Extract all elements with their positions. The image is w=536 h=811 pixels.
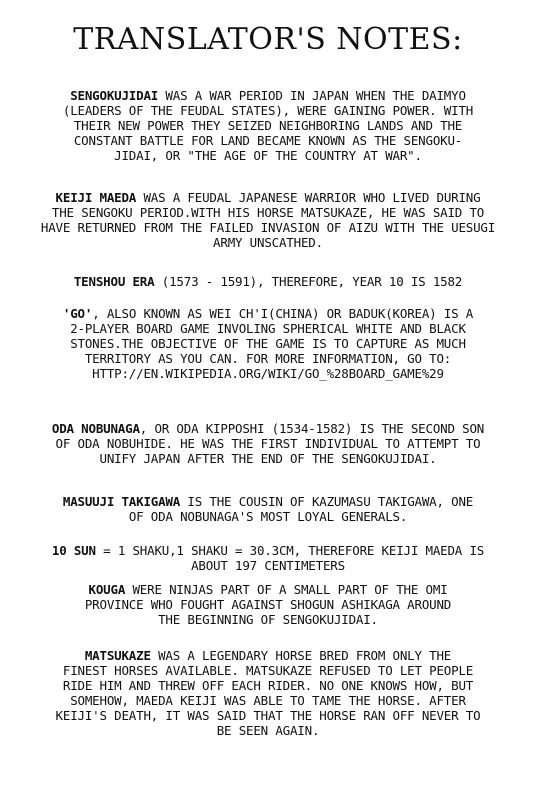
note-go bbox=[20, 306, 516, 381]
note-line: PROVINCE WHO FOUGHT AGAINST SHOGUN ASHIKAGA AROUND bbox=[84, 597, 452, 612]
note-term: MASUUJI TAKIGAWA bbox=[62, 494, 181, 509]
note-line: STONES.THE OBJECTIVE OF THE GAME IS TO CAPTURE AS MUCH bbox=[70, 336, 466, 351]
note-line: OF ODA NOBUNAGA'S MOST LOYAL GENERALS. bbox=[128, 509, 408, 524]
note-line: 2-PLAYER BOARD GAME INVOLING SPHERICAL WHITE AND BLACK bbox=[70, 321, 466, 336]
note-line: TERRITORY AS YOU CAN. FOR MORE INFORMATION, GO TO: bbox=[84, 351, 452, 366]
note-line: THE BEGINNING OF SENGOKUJIDAI. bbox=[158, 612, 378, 627]
note-line: RIDE HIM AND THREW OFF EACH RIDER. NO ONE KNOWS HOW, BUT bbox=[62, 678, 474, 693]
page-title: TRANSLATOR'S NOTES: bbox=[73, 22, 463, 57]
note-line: ODA NOBUNAGA, OR ODA KIPPOSHI (1534-1582) IS THE SECOND SON bbox=[51, 421, 485, 436]
note-line: FINEST HORSES AVAILABLE. MATSUKAZE REFUSED TO LET PEOPLE bbox=[62, 663, 474, 678]
note-line: KEIJI MAEDA WAS A FEUDAL JAPANESE WARRIOR WHO LIVED DURING bbox=[55, 190, 481, 205]
note-line: TENSHOU ERA (1573 - 1591), THEREFORE, YEAR 10 IS 1582 bbox=[73, 274, 463, 289]
note-term: KEIJI MAEDA bbox=[55, 190, 137, 205]
note-line: MASUUJI TAKIGAWA IS THE COUSIN OF KAZUMASU TAKIGAWA, ONE bbox=[62, 494, 474, 509]
note-term: KOUGA bbox=[88, 582, 126, 597]
note-line: MATSUKAZE WAS A LEGENDARY HORSE BRED FROM ONLY THE bbox=[84, 648, 452, 663]
note-line: ABOUT 197 CENTIMETERS bbox=[191, 558, 345, 573]
note-term: ODA NOBUNAGA bbox=[51, 421, 140, 436]
note-oda-nobunaga bbox=[20, 421, 516, 466]
note-line: (LEADERS OF THE FEUDAL STATES), WERE GAINING POWER. WITH bbox=[62, 103, 474, 118]
note-line: THEIR NEW POWER THEY SEIZED NEIGHBORING LANDS AND THE bbox=[73, 118, 463, 133]
note-line: BE SEEN AGAIN. bbox=[216, 723, 320, 738]
note-term: 10 SUN bbox=[51, 543, 96, 558]
note-kouga bbox=[20, 582, 516, 627]
note-line: JIDAI, OR "THE AGE OF THE COUNTRY AT WAR". bbox=[114, 148, 422, 163]
note-keiji-maeda bbox=[20, 190, 516, 250]
note-line: SENGOKUJIDAI WAS A WAR PERIOD IN JAPAN WHEN THE DAIMYO bbox=[70, 88, 466, 103]
note-line: KEIJI'S DEATH, IT WAS SAID THAT THE HORSE RAN OFF NEVER TO bbox=[55, 708, 481, 723]
note-tenshou-era bbox=[20, 274, 516, 289]
note-term: MATSUKAZE bbox=[84, 648, 151, 663]
note-line: HAVE RETURNED FROM THE FAILED INVASION OF AIZU WITH THE UESUGI bbox=[40, 220, 496, 235]
note-line: UNIFY JAPAN AFTER THE END OF THE SENGOKUJIDAI. bbox=[99, 451, 437, 466]
note-line: 'GO', ALSO KNOWN AS WEI CH'I(CHINA) OR BADUK(KOREA) IS A bbox=[62, 306, 474, 321]
note-matsukaze bbox=[20, 648, 516, 738]
note-masuuji-takigawa bbox=[20, 494, 516, 524]
note-10-sun bbox=[20, 543, 516, 573]
note-term: TENSHOU ERA bbox=[73, 274, 155, 289]
note-line: OF ODA NOBUHIDE. HE WAS THE FIRST INDIVIDUAL TO ATTEMPT TO bbox=[55, 436, 481, 451]
note-line: KOUGA WERE NINJAS PART OF A SMALL PART OF THE OMI bbox=[88, 582, 448, 597]
note-line: THE SENGOKU PERIOD.WITH HIS HORSE MATSUKAZE, HE WAS SAID TO bbox=[51, 205, 485, 220]
note-term: SENGOKUJIDAI bbox=[70, 88, 159, 103]
note-line: CONSTANT BATTLE FOR LAND BECAME KNOWN AS THE SENGOKU- bbox=[73, 133, 463, 148]
note-term: 'GO' bbox=[62, 306, 93, 321]
note-line: 10 SUN = 1 SHAKU,1 SHAKU = 30.3CM, THEREFORE KEIJI MAEDA IS bbox=[51, 543, 485, 558]
note-sengokujidai bbox=[20, 88, 516, 163]
note-line: SOMEHOW, MAEDA KEIJI WAS ABLE TO TAME THE HORSE. AFTER bbox=[70, 693, 466, 708]
note-line: ARMY UNSCATHED. bbox=[213, 235, 323, 250]
note-line: HTTP://EN.WIKIPEDIA.ORG/WIKI/GO_%28BOARD_GAME%29 bbox=[92, 366, 444, 381]
